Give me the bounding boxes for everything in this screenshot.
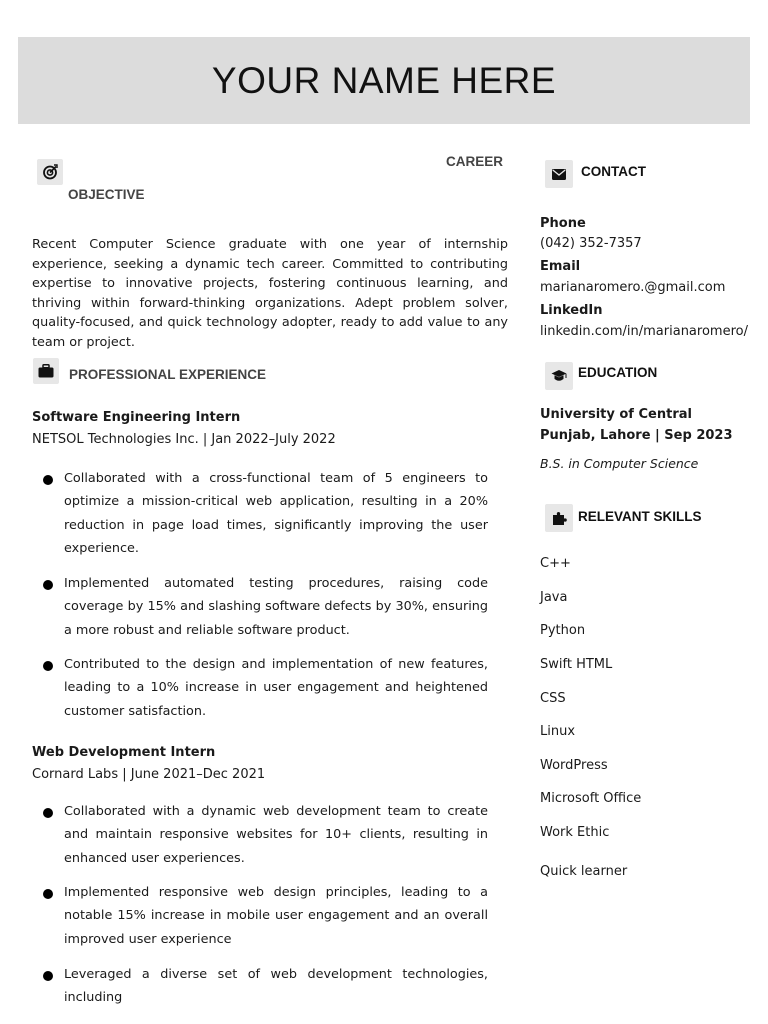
- experience-title: PROFESSIONAL EXPERIENCE: [69, 367, 267, 382]
- linkedin-value: linkedin.com/in/marianaromero/: [540, 324, 748, 339]
- skill-item: Microsoft Office: [540, 791, 642, 806]
- skill-item: C++: [540, 556, 571, 571]
- skill-item: CSS: [540, 691, 566, 706]
- bullet-dot: [43, 475, 53, 485]
- job-bullet: Leveraged a diverse set of web development technologies, including: [64, 967, 488, 1006]
- briefcase-icon: [33, 358, 59, 384]
- job-bullet: Contributed to the design and implementation of new features, leading to a 10% increase in user engagement and heightened customer satisfaction.: [64, 657, 488, 719]
- bullet-dot: [43, 808, 53, 818]
- graduation-cap-icon: [545, 362, 573, 390]
- email-value: marianaromero.@gmail.com: [540, 280, 726, 295]
- job-meta: Cornard Labs | June 2021–Dec 2021: [32, 767, 266, 782]
- job-bullet: Implemented automated testing procedures, raising code coverage by 15% and slashing software defects by 30%, ensuring a more robust and reliable software product.: [64, 576, 488, 638]
- job-title: Web Development Intern: [32, 745, 216, 760]
- objective-title-line1: CAREER: [446, 154, 504, 169]
- resume-header: [18, 37, 750, 124]
- email-label: Email: [540, 259, 581, 274]
- contact-title: CONTACT: [581, 164, 646, 179]
- bullet-dot: [43, 889, 53, 899]
- education-school: University of Central Punjab, Lahore | Sep 2023: [540, 407, 733, 443]
- skill-item: Swift HTML: [540, 657, 613, 672]
- phone-value: (042) 352-7357: [540, 236, 642, 251]
- skill-item: Work Ethic: [540, 825, 610, 840]
- job-bullet: Collaborated with a cross-functional team of 5 engineers to optimize a mission-critical web application, resulting in a 20% reduction in page load times, significantly improving the user experience.: [64, 471, 488, 557]
- candidate-name: YOUR NAME HERE: [211, 59, 557, 101]
- bullet-dot: [43, 580, 53, 590]
- objective-title-line2: OBJECTIVE: [68, 187, 145, 202]
- skill-item: Linux: [540, 724, 576, 739]
- target-icon: [37, 159, 63, 185]
- job-title: Software Engineering Intern: [32, 410, 241, 425]
- skill-item: WordPress: [540, 758, 608, 773]
- linkedin-label: LinkedIn: [540, 303, 603, 318]
- skill-item: Quick learner: [540, 864, 628, 879]
- education-title: EDUCATION: [578, 365, 658, 380]
- bullet-dot: [43, 661, 53, 671]
- objective-text: Recent Computer Science graduate with one year of internship experience, seeking a dynamic tech career. Committed to contributing expertise to innovative projects, fostering continuous learning, and thriving within forward-thinking organizations. Adept problem solver, quality-focused, and quick technology adopter, ready to add value to any team or project.: [32, 237, 508, 350]
- bullet-dot: [43, 971, 53, 981]
- job-bullet: Collaborated with a dynamic web development team to create and maintain responsive websites for 10+ clients, resulting in enhanced user experiences.: [64, 804, 488, 866]
- envelope-icon: [545, 160, 573, 188]
- skills-title: RELEVANT SKILLS: [578, 509, 702, 524]
- skill-item: Java: [540, 590, 568, 605]
- phone-label: Phone: [540, 216, 586, 231]
- job-bullet: Implemented responsive web design principles, leading to a notable 15% increase in mobile user engagement and an overall improved user experience: [64, 885, 488, 947]
- education-degree: B.S. in Computer Science: [540, 456, 699, 471]
- skill-item: Python: [540, 623, 586, 638]
- job-meta: NETSOL Technologies Inc. | Jan 2022–July 2022: [32, 432, 336, 447]
- puzzle-piece-icon: [545, 504, 573, 532]
